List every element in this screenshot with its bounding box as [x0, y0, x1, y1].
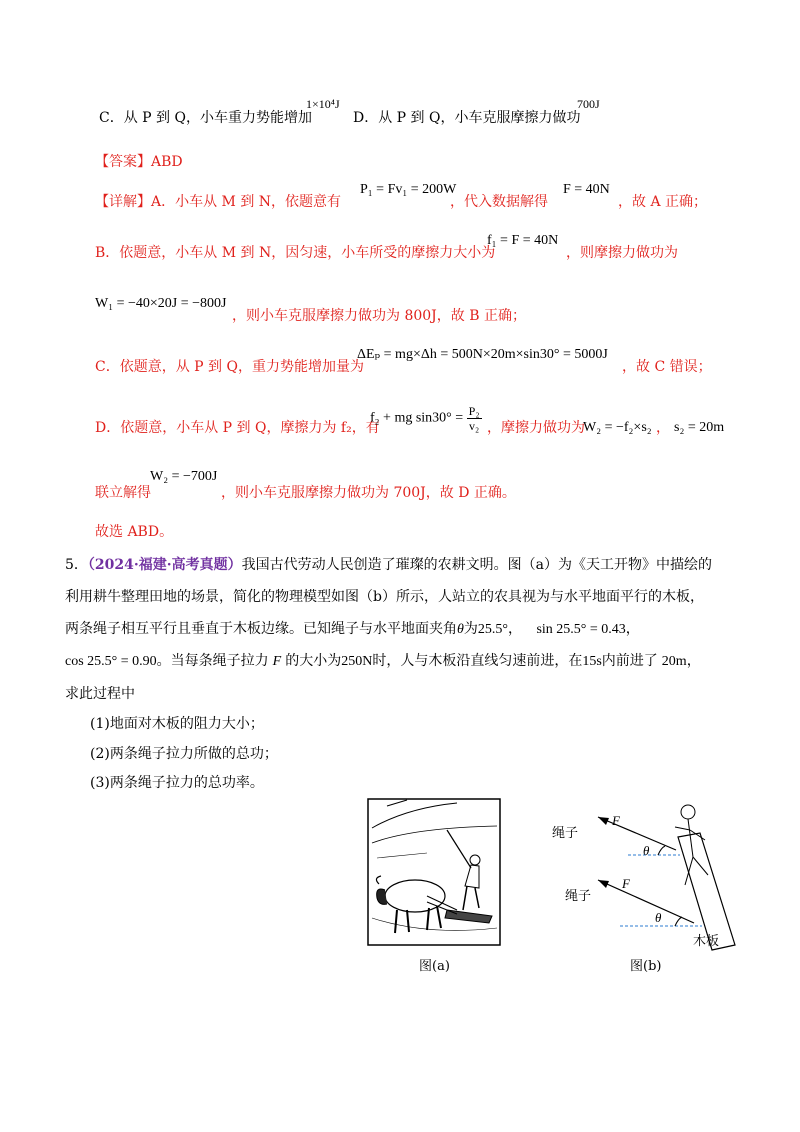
option-d-text: D．从 P 到 Q，小车克服摩擦力做功	[353, 110, 581, 126]
q5-angle: 25.5°	[477, 622, 508, 637]
detail-d-part1: D．依题意，小车从 P 到 Q，摩擦力为 f₂，有	[95, 420, 380, 436]
figure-a-caption: 图(a)	[419, 959, 450, 974]
figure-b-rope-label-2: 绳子	[565, 889, 592, 904]
detail-c-eq: ΔEₚ = mg×Δh = 500N×20m×sin30° = 5000J	[357, 347, 608, 362]
detail-d-eq2: W₂ = −f₂×s₂	[583, 420, 652, 435]
q5-force-symbol: F	[272, 654, 282, 669]
detail-d-part4: 联立解得	[95, 485, 151, 501]
option-c-text: C．从 P 到 Q，小车重力势能增加	[99, 110, 312, 126]
q5-line3a: 两条绳子相互平行且垂直于木板边缘。已知绳子与水平地面夹角	[65, 621, 457, 637]
q5-line4	[65, 651, 701, 672]
figure-b-force-label-2: F	[622, 876, 630, 891]
sub-question-2: (2)两条绳子拉力所做的总功；	[90, 746, 278, 762]
q5-theta: θ	[457, 622, 464, 637]
q5-cos: cos 25.5° = 0.90	[65, 654, 157, 669]
q5-sin: sin 25.5° = 0.43	[536, 622, 626, 637]
q5-line3c: ，	[508, 621, 522, 637]
q5-line5: 求此过程中	[65, 686, 135, 702]
q5-force: 250N	[341, 654, 373, 669]
q5-line4c: 时，人与木板沿直线匀速前进，在	[372, 653, 583, 669]
q5-line3d: ，	[625, 621, 640, 637]
detail-b-part1: B．依题意，小车从 M 到 N，因匀速，小车所受的摩擦力大小为	[95, 245, 496, 261]
q5-line4a: 。当每条绳子拉力	[156, 653, 269, 669]
conclusion: 故选 ABD。	[95, 524, 174, 540]
detail-d-fraction	[467, 404, 482, 433]
q5-line4e: ，	[686, 653, 701, 669]
figure-b-caption: 图(b)	[630, 959, 662, 974]
q5-time: 15s	[582, 654, 602, 669]
q5-line1: 我国古代劳动人民创造了璀璨的农耕文明。图（a）为《天工开物》中描绘的	[241, 557, 712, 573]
q5-line4b: 的大小为	[285, 653, 342, 669]
detail-d-part2: ，摩擦力做功为	[487, 420, 585, 436]
detail-b-eq2: W₁ = −40×20J = −800J	[95, 296, 227, 311]
figure-a-ox-plowing-illustration	[367, 798, 501, 946]
detail-c-part2: ，故 C 错误；	[622, 359, 712, 375]
option-d-value: 700J	[577, 97, 600, 111]
detail-b-eq1: f₁ = F = 40N	[487, 233, 559, 248]
figure-b-rope-label-1: 绳子	[552, 826, 579, 841]
detail-d-fraction-den: v₂	[469, 419, 480, 433]
detail-a-part1: 【详解】A．小车从 M 到 N，依题意有	[95, 194, 342, 210]
detail-a-eq1: P₁ = Fv₁ = 200W	[360, 182, 457, 197]
answer-label: 【答案】ABD	[95, 154, 183, 170]
detail-d-eq4: W₂ = −700J	[150, 469, 218, 484]
detail-c-part1: C．依题意，从 P 到 Q，重力势能增加量为	[95, 359, 364, 375]
detail-b-part3: ，则小车克服摩擦力做功为 800J，故 B 正确；	[232, 308, 526, 324]
detail-a-eq2: F = 40N	[563, 182, 610, 197]
sub-question-3: (3)两条绳子拉力的总功率。	[90, 775, 264, 791]
detail-d-part5: ，则小车克服摩擦力做功为 700J，故 D 正确。	[221, 485, 516, 501]
sub-question-1: (1)地面对木板的阻力大小；	[90, 716, 264, 732]
detail-d-sep: ，	[656, 420, 670, 436]
q5-line3b: 为	[463, 621, 478, 637]
detail-b-part2: ，则摩擦力做功为	[566, 245, 678, 261]
detail-d-eq1-lhs: f₂ + mg sin30° =	[370, 410, 464, 426]
detail-d-fraction-num: P₂	[468, 404, 480, 418]
q5-line3	[65, 619, 640, 640]
figure-b-theta-1: θ	[643, 843, 650, 858]
q5-line4d: 内前进了	[601, 653, 658, 669]
detail-a-part2: ，代入数据解得	[450, 194, 548, 210]
q5-heading	[65, 555, 712, 575]
option-c-value: 1×10⁴J	[306, 97, 340, 111]
q5-source: （2024·福建·高考真题）	[87, 557, 242, 573]
figure-b-board-label: 木板	[693, 934, 720, 949]
figure-b-force-label-1: F	[612, 813, 620, 828]
detail-a-part3: ，故 A 正确；	[618, 194, 708, 210]
figure-b-theta-2: θ	[655, 910, 662, 925]
detail-d-eq1	[370, 404, 482, 433]
detail-a-text	[95, 192, 341, 212]
q5-distance: 20m	[661, 654, 687, 669]
q5-number: 5．	[65, 557, 88, 573]
detail-d-eq3: s₂ = 20m	[674, 420, 725, 435]
q5-line2: 利用耕牛整理田地的场景，简化的物理模型如图（b）所示，人站立的农具视为与水平地面平行的木板，	[65, 589, 704, 605]
